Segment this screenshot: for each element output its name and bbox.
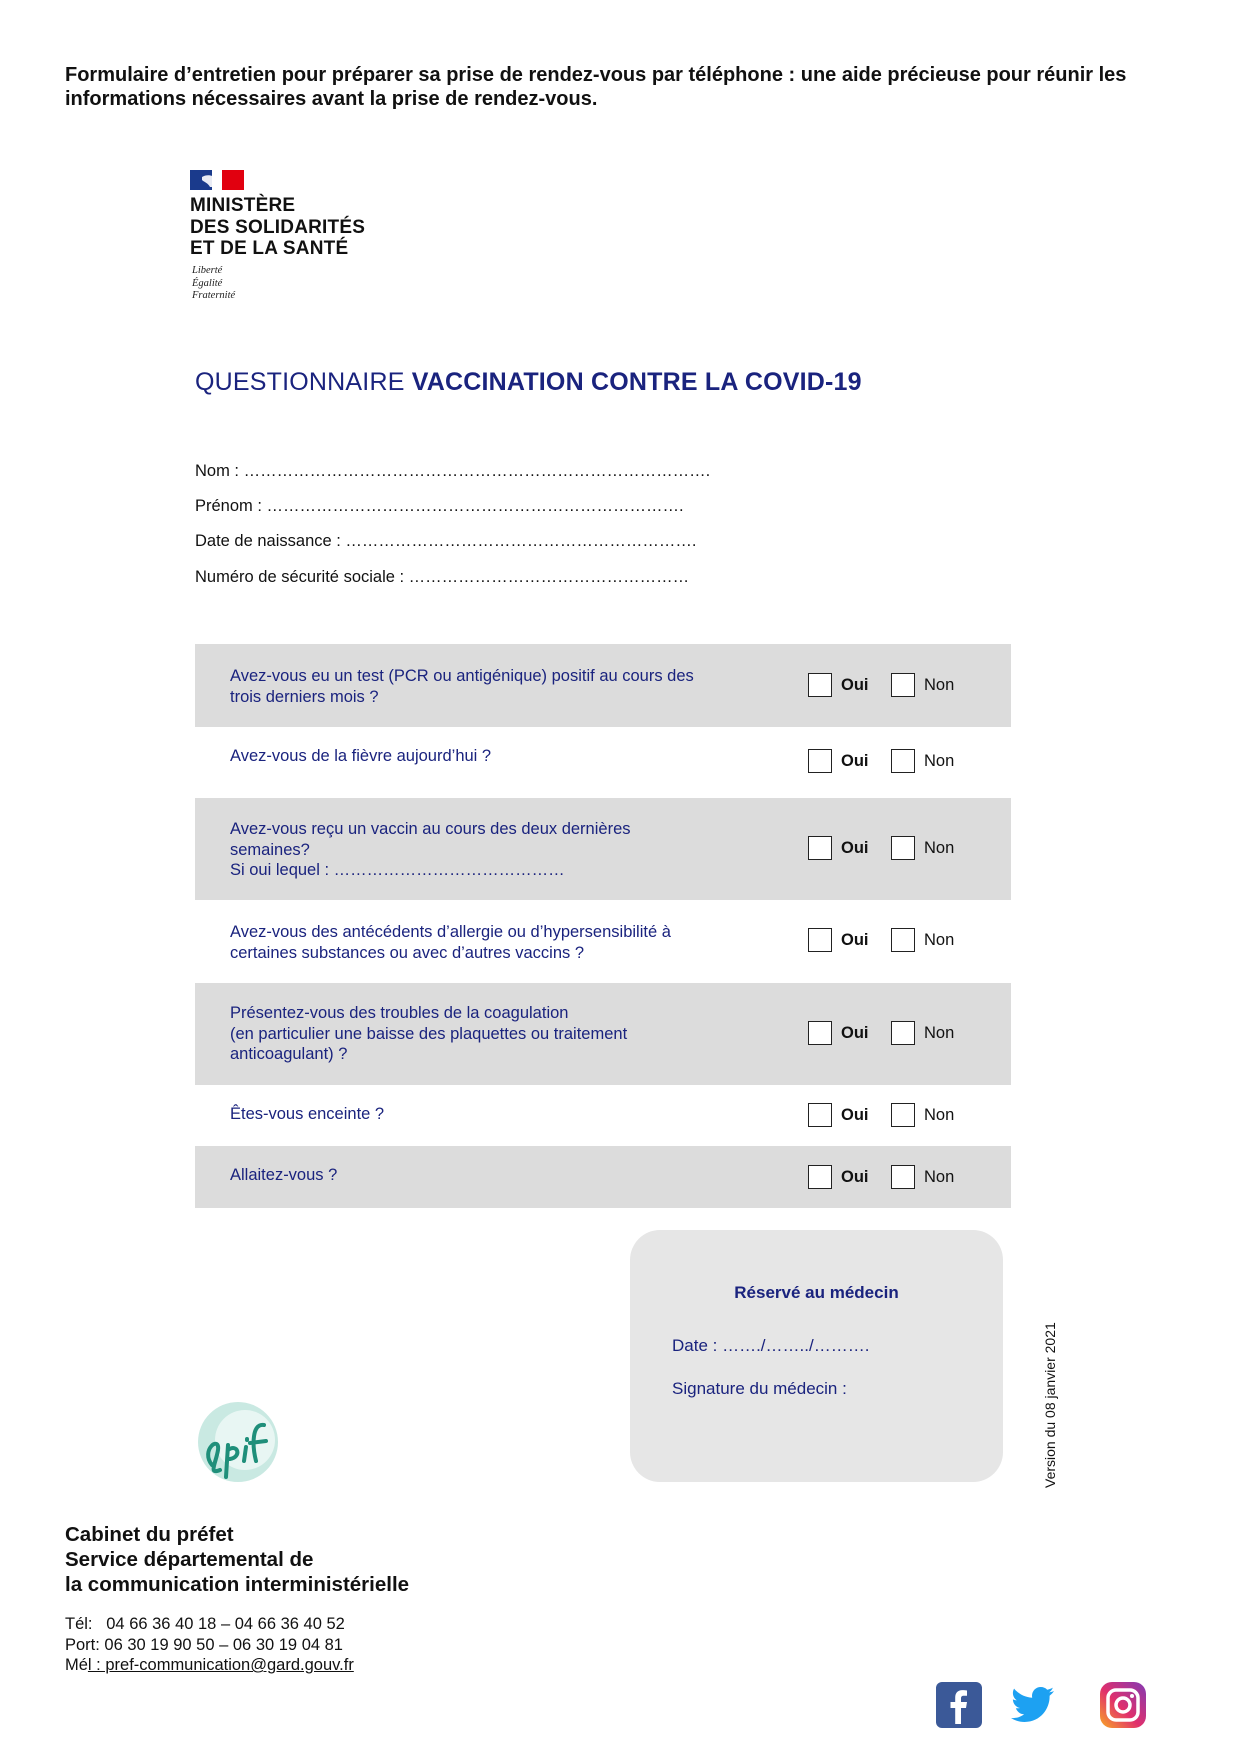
option-label: Non xyxy=(924,675,955,694)
option-non[interactable] xyxy=(891,673,954,697)
footer-title xyxy=(65,1522,409,1597)
footer-mail-link[interactable]: l : pref-communication@gard.gouv.fr xyxy=(87,1656,354,1674)
marianne-flag-logo xyxy=(190,170,244,190)
option-oui[interactable] xyxy=(808,749,869,773)
option-non[interactable] xyxy=(891,1021,954,1045)
republic-motto xyxy=(192,265,235,303)
motto-line: Fraternité xyxy=(192,290,236,301)
reserved-title: Réservé au médecin xyxy=(734,1283,899,1302)
option-label: Oui xyxy=(841,751,869,770)
footer-contact xyxy=(65,1614,354,1676)
checkbox[interactable] xyxy=(808,1103,832,1127)
option-non[interactable] xyxy=(891,1103,954,1127)
facebook-icon[interactable] xyxy=(934,1680,984,1730)
option-oui[interactable] xyxy=(808,1103,869,1127)
option-oui[interactable] xyxy=(808,1165,869,1189)
option-oui[interactable] xyxy=(808,928,869,952)
footer-title-line: la communication interministérielle xyxy=(65,1573,410,1596)
version-label: Version du 08 janvier 2021 xyxy=(1042,1322,1058,1488)
option-label: Oui xyxy=(841,1105,869,1124)
checkbox[interactable] xyxy=(808,1165,832,1189)
checkbox[interactable] xyxy=(891,1165,915,1189)
question-text: Avez-vous eu un test (PCR ou antigénique) positif au cours des trois derniers mois ? xyxy=(230,667,694,706)
question-text: Avez-vous de la fièvre aujourd’hui ? xyxy=(230,747,492,765)
checkbox[interactable] xyxy=(891,1021,915,1045)
option-label: Oui xyxy=(841,838,869,857)
question-text: Êtes-vous enceinte ? xyxy=(230,1105,385,1123)
reserved-date-field[interactable]: Date : ……./……../………. xyxy=(672,1336,870,1355)
intro-text: Formulaire d’entretien pour préparer sa prise de rendez-vous par téléphone : une aide précieuse pour réunir les informations nécessaires avant la prise de rendez-vous. xyxy=(65,64,1127,110)
option-label: Non xyxy=(924,1105,955,1124)
field-nom[interactable]: Nom : …………………………………………………………………………. xyxy=(195,462,711,480)
footer-mail-prefix: Mé xyxy=(65,1656,88,1674)
footer-title-line: Cabinet du préfet xyxy=(65,1523,234,1546)
checkbox[interactable] xyxy=(808,928,832,952)
option-non[interactable] xyxy=(891,836,954,860)
option-oui[interactable] xyxy=(808,673,869,697)
option-label: Oui xyxy=(841,1167,869,1186)
title-prefix: QUESTIONNAIRE xyxy=(195,368,405,396)
checkbox[interactable] xyxy=(891,749,915,773)
question-text: Avez-vous reçu un vaccin au cours des deux dernières semaines? Si oui lequel : …………………………………… xyxy=(230,820,631,879)
question-row-fievre xyxy=(195,727,1011,798)
footer-port: Port: 06 30 19 90 50 – 06 30 19 04 81 xyxy=(65,1635,343,1654)
ministry-line: MINISTÈRE xyxy=(190,195,296,216)
title-main: VACCINATION CONTRE LA COVID-19 xyxy=(411,368,862,396)
option-label: Oui xyxy=(841,675,869,694)
option-oui[interactable] xyxy=(808,836,869,860)
checkbox[interactable] xyxy=(808,1021,832,1045)
reserved-signature-field[interactable]: Signature du médecin : xyxy=(672,1379,847,1398)
twitter-icon[interactable] xyxy=(1008,1680,1058,1730)
option-label: Non xyxy=(924,1023,955,1042)
option-non[interactable] xyxy=(891,928,954,952)
option-non[interactable] xyxy=(891,749,954,773)
questionnaire-title xyxy=(195,368,862,397)
checkbox[interactable] xyxy=(891,836,915,860)
checkbox[interactable] xyxy=(891,673,915,697)
question-row-enceinte xyxy=(195,1085,1011,1146)
checkbox[interactable] xyxy=(808,749,832,773)
question-row-vaccin xyxy=(195,798,1011,900)
question-text: Présentez-vous des troubles de la coagulation (en particulier une baisse des plaquettes ou traitement anticoagulant) ? xyxy=(230,1004,628,1063)
question-row-allergie xyxy=(195,900,1011,983)
instagram-icon[interactable] xyxy=(1098,1680,1148,1730)
motto-line: Liberté xyxy=(192,265,223,276)
footer-tel: Tél: 04 66 36 40 18 – 04 66 36 40 52 xyxy=(65,1615,345,1633)
ministry-line: ET DE LA SANTÉ xyxy=(190,238,349,259)
option-label: Non xyxy=(924,751,955,770)
option-label: Oui xyxy=(841,930,869,949)
checkbox[interactable] xyxy=(891,1103,915,1127)
reserved-doctor-box xyxy=(630,1230,1003,1482)
footer-mail[interactable] xyxy=(65,1655,354,1676)
footer-title-line: Service départemental de xyxy=(65,1548,314,1571)
field-date-naissance[interactable]: Date de naissance : ………………………………………………………. xyxy=(195,532,697,550)
option-label: Non xyxy=(924,1167,955,1186)
option-label: Non xyxy=(924,930,955,949)
field-securite-sociale[interactable]: Numéro de sécurité sociale : …………………………………………… xyxy=(195,568,690,586)
ministry-name xyxy=(190,195,365,260)
option-non[interactable] xyxy=(891,1165,954,1189)
question-text: Allaitez-vous ? xyxy=(230,1166,338,1184)
question-text: Avez-vous des antécédents d’allergie ou d’hypersensibilité à certaines substances ou avec d’autres vaccins ? xyxy=(230,923,671,962)
checkbox[interactable] xyxy=(808,836,832,860)
option-oui[interactable] xyxy=(808,1021,869,1045)
field-prenom[interactable]: Prénom : …………………………………………………………………. xyxy=(195,497,684,515)
motto-line: Égalité xyxy=(192,277,223,289)
checkbox[interactable] xyxy=(891,928,915,952)
checkbox[interactable] xyxy=(808,673,832,697)
question-row-coagulation xyxy=(195,983,1011,1085)
spif-logo xyxy=(190,1395,285,1490)
option-label: Non xyxy=(924,838,955,857)
ministry-line: DES SOLIDARITÉS xyxy=(190,216,366,238)
question-row-allaitement xyxy=(195,1146,1011,1208)
question-row-test xyxy=(195,644,1011,727)
option-label: Oui xyxy=(841,1023,869,1042)
